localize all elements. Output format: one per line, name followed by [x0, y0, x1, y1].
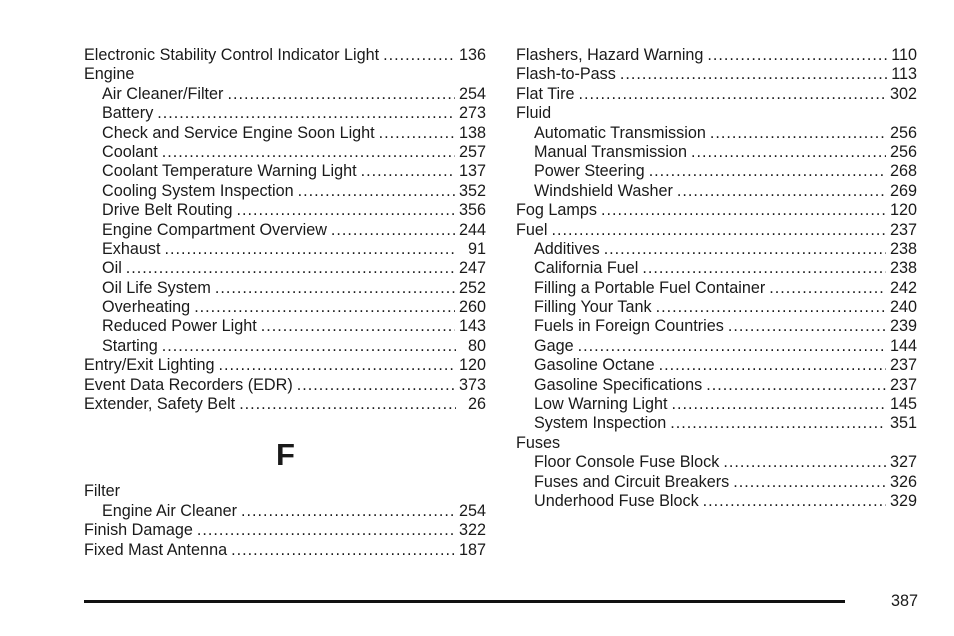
entry-page: 254: [458, 501, 486, 520]
index-column-right: [516, 46, 917, 511]
entry-page: 322: [458, 521, 486, 540]
index-subentry: [84, 104, 486, 123]
entry-page: 273: [458, 104, 486, 123]
dot-leader: [670, 414, 886, 433]
entry-page: 352: [458, 181, 486, 200]
entry-text: Flashers, Hazard Warning: [516, 46, 704, 64]
entry-text: Coolant Temperature Warning Light: [102, 162, 357, 181]
dot-leader: [157, 104, 455, 123]
index-subentry: [516, 317, 917, 336]
entry-text: Filter: [84, 482, 120, 501]
entry-page: 326: [889, 472, 917, 491]
dot-leader: [215, 279, 455, 298]
entry-page: 237: [889, 220, 917, 239]
dot-leader: [703, 492, 886, 511]
entry-page: 268: [889, 162, 917, 181]
index-subentry: [84, 337, 486, 356]
index-entry: [84, 46, 486, 65]
entry-page: 257: [458, 142, 486, 161]
entry-page: 143: [458, 317, 486, 336]
index-subentry: [84, 201, 486, 220]
entry-text: Fuels in Foreign Countries: [534, 317, 724, 336]
entry-text: Flash-to-Pass: [516, 65, 616, 84]
entry-text: Electronic Stability Control Indicator Light: [84, 46, 380, 64]
entry-text: Additives: [534, 239, 600, 258]
entry-text: Fuses: [516, 433, 561, 452]
entry-text: Drive Belt Routing: [102, 201, 233, 220]
entry-page: 187: [458, 540, 486, 559]
entry-text: Entry/Exit Lighting: [84, 356, 215, 375]
entry-page: 351: [889, 414, 917, 433]
dot-leader: [126, 259, 455, 278]
entry-page: 254: [458, 84, 486, 103]
entry-text: Fuses and Circuit Breakers: [534, 472, 730, 491]
dot-leader: [707, 46, 887, 65]
index-entry: [516, 221, 917, 240]
index-subentry: [84, 259, 486, 278]
dot-leader: [298, 182, 455, 201]
index-subentry: [84, 279, 486, 298]
entry-text: Air Cleaner/Filter: [102, 84, 224, 103]
dot-leader: [162, 337, 456, 356]
index-entry: [84, 541, 486, 560]
index-subentry: [84, 85, 486, 104]
dot-leader: [227, 85, 455, 104]
index-subentry: [84, 502, 486, 521]
index-entry: [84, 395, 486, 414]
entry-page: 120: [889, 201, 917, 220]
entry-page: 302: [889, 84, 917, 103]
entry-page: 256: [889, 142, 917, 161]
entry-page: 237: [889, 356, 917, 375]
index-subentry: [516, 259, 917, 278]
index-subentry: [84, 221, 486, 240]
entry-page: 356: [458, 201, 486, 220]
entry-text: System Inspection: [534, 414, 667, 433]
index-subentry: [516, 453, 917, 472]
footer-rule: [84, 600, 845, 603]
dot-leader: [620, 65, 887, 84]
index-subentry: [516, 356, 917, 375]
entry-page: 91: [467, 239, 486, 258]
entry-text: Underhood Fuse Block: [534, 491, 699, 510]
entry-text: Engine Air Cleaner: [102, 501, 237, 520]
entry-page: 110: [891, 46, 917, 64]
index-subentry: [516, 162, 917, 181]
dot-leader: [706, 376, 886, 395]
index-entry: [516, 434, 917, 453]
entry-page: 26: [467, 395, 486, 414]
index-entry: [84, 65, 486, 84]
entry-page: 137: [458, 162, 486, 181]
entry-text: Reduced Power Light: [102, 317, 257, 336]
dot-leader: [659, 356, 886, 375]
entry-page: 138: [458, 123, 486, 142]
entry-page: 238: [889, 239, 917, 258]
entry-text: Low Warning Light: [534, 395, 668, 414]
entry-text: Event Data Recorders (EDR): [84, 375, 293, 394]
dot-leader: [723, 453, 886, 472]
index-subentry: [516, 395, 917, 414]
index-list-f-continued: [516, 46, 917, 511]
index-subentry: [516, 376, 917, 395]
dot-leader: [769, 279, 886, 298]
entry-text: Coolant: [102, 142, 158, 161]
index-subentry: [516, 143, 917, 162]
index-entry: [516, 104, 917, 123]
dot-leader: [656, 298, 886, 317]
index-subentry: [516, 124, 917, 143]
entry-page: 247: [458, 259, 486, 278]
dot-leader: [297, 376, 455, 395]
dot-leader: [642, 259, 886, 278]
entry-text: Engine: [84, 65, 135, 84]
index-entry: [516, 201, 917, 220]
index-entry: [516, 85, 917, 104]
index-list-e: [84, 46, 486, 414]
dot-leader: [733, 473, 886, 492]
dot-leader: [218, 356, 455, 375]
index-subentry: [516, 337, 917, 356]
index-entry: [516, 46, 917, 65]
index-entry: [84, 482, 486, 501]
dot-leader: [236, 201, 455, 220]
entry-text: Fog Lamps: [516, 201, 597, 220]
entry-text: Fuel: [516, 220, 548, 239]
dot-leader: [361, 162, 455, 181]
dot-leader: [241, 502, 455, 521]
entry-page: 252: [458, 278, 486, 297]
entry-text: California Fuel: [534, 259, 639, 278]
entry-page: 242: [889, 278, 917, 297]
entry-text: Engine Compartment Overview: [102, 220, 327, 239]
section-letter: F: [276, 437, 295, 473]
dot-leader: [710, 124, 886, 143]
index-entry: [84, 521, 486, 540]
entry-text: Finish Damage: [84, 521, 193, 540]
index-entry: [84, 356, 486, 375]
index-subentry: [84, 317, 486, 336]
index-subentry: [84, 124, 486, 143]
dot-leader: [331, 221, 455, 240]
entry-text: Oil: [102, 259, 122, 278]
index-subentry: [516, 298, 917, 317]
dot-leader: [578, 337, 886, 356]
index-subentry: [84, 298, 486, 317]
index-subentry: [84, 182, 486, 201]
index-subentry: [84, 240, 486, 259]
entry-text: Manual Transmission: [534, 142, 687, 161]
entry-text: Extender, Safety Belt: [84, 395, 236, 414]
entry-page: 113: [891, 65, 917, 84]
entry-text: Filling a Portable Fuel Container: [534, 278, 766, 297]
entry-text: Check and Service Engine Soon Light: [102, 123, 375, 142]
entry-text: Floor Console Fuse Block: [534, 453, 720, 472]
dot-leader: [601, 201, 886, 220]
dot-leader: [649, 162, 886, 181]
index-subentry: [84, 162, 486, 181]
entry-text: Overheating: [102, 298, 191, 317]
entry-text: Fixed Mast Antenna: [84, 540, 228, 559]
entry-page: 144: [889, 336, 917, 355]
entry-text: Fluid: [516, 104, 552, 123]
entry-page: 80: [467, 336, 486, 355]
entry-page: 239: [889, 317, 917, 336]
dot-leader: [728, 317, 886, 336]
page-number: 387: [890, 592, 918, 610]
entry-text: Windshield Washer: [534, 181, 673, 200]
dot-leader: [231, 541, 455, 560]
index-subentry: [516, 473, 917, 492]
entry-text: Automatic Transmission: [534, 123, 706, 142]
dot-leader: [162, 143, 455, 162]
entry-page: 244: [458, 220, 486, 239]
dot-leader: [691, 143, 886, 162]
entry-text: Cooling System Inspection: [102, 181, 294, 200]
entry-page: 145: [889, 395, 917, 414]
index-subentry: [84, 143, 486, 162]
entry-page: 269: [889, 181, 917, 200]
index-subentry: [516, 240, 917, 259]
entry-page: 237: [889, 375, 917, 394]
entry-text: Battery: [102, 104, 154, 123]
entry-page: 260: [458, 298, 486, 317]
index-subentry: [516, 182, 917, 201]
entry-page: 329: [889, 491, 917, 510]
entry-text: Filling Your Tank: [534, 298, 652, 317]
entry-text: Gage: [534, 336, 574, 355]
dot-leader: [552, 221, 886, 240]
index-entry: [84, 376, 486, 395]
entry-page: 256: [889, 123, 917, 142]
section-letter-wrap: [84, 414, 486, 482]
entry-text: Oil Life System: [102, 278, 211, 297]
entry-page: 373: [458, 375, 486, 394]
index-list-f: [84, 482, 486, 560]
entry-page: 136: [458, 46, 486, 64]
index-subentry: [516, 492, 917, 511]
dot-leader: [261, 317, 455, 336]
dot-leader: [383, 46, 455, 65]
entry-text: Power Steering: [534, 162, 645, 181]
dot-leader: [165, 240, 457, 259]
dot-leader: [197, 521, 455, 540]
dot-leader: [671, 395, 886, 414]
dot-leader: [379, 124, 455, 143]
entry-page: 238: [889, 259, 917, 278]
entry-page: 120: [458, 356, 486, 375]
dot-leader: [194, 298, 455, 317]
entry-text: Flat Tire: [516, 84, 575, 103]
entry-text: Starting: [102, 336, 158, 355]
index-subentry: [516, 279, 917, 298]
dot-leader: [604, 240, 886, 259]
entry-text: Gasoline Specifications: [534, 375, 703, 394]
index-subentry: [516, 414, 917, 433]
dot-leader: [239, 395, 456, 414]
index-column-left: [84, 46, 486, 560]
entry-page: 240: [889, 298, 917, 317]
entry-text: Exhaust: [102, 239, 161, 258]
dot-leader: [677, 182, 886, 201]
entry-text: Gasoline Octane: [534, 356, 655, 375]
entry-page: 327: [889, 453, 917, 472]
dot-leader: [578, 85, 886, 104]
index-entry: [516, 65, 917, 84]
